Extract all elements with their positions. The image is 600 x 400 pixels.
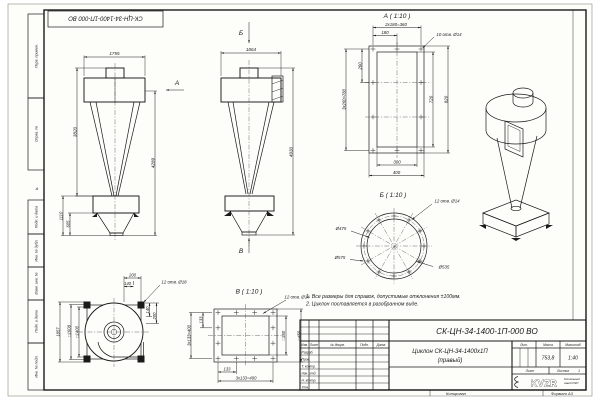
view-title: Б ( 1:10 ) (379, 192, 407, 199)
dim-label: Ø535 (438, 264, 450, 270)
dim-label: 300 (393, 159, 401, 165)
tb-sheets-label: Листов (556, 369, 570, 374)
tb-row-label: Т. контр. (301, 364, 316, 369)
dim-label: 180 (381, 30, 389, 35)
view-title: В ( 1:10 ) (235, 288, 263, 296)
dim-label: 820 (443, 95, 449, 104)
holes-callout: 12 отв. Ø18 (161, 279, 187, 285)
zone-marker: А (35, 186, 39, 191)
holes-callout: 12 отв. Ø14 (284, 294, 310, 300)
section-arrow-label: А (174, 80, 180, 87)
margin-field-label: Подп. и дата (34, 205, 39, 229)
note-line: 2. Циклон поставляется в разобранном виде. (306, 301, 419, 308)
margin-field-label: Справ. № (34, 125, 39, 143)
dim-label: 140 (124, 281, 131, 286)
dim-label: □350 (281, 330, 286, 341)
holes-callout: 12 отв. Ø14 (434, 198, 460, 204)
dim-label: 1857 (55, 327, 61, 337)
section-arrow-label: Б (238, 30, 244, 37)
dim-label: □450 (296, 330, 302, 341)
tb-mass-label: Масса (543, 343, 553, 347)
dim-label: 3x133=400 (235, 375, 257, 381)
tb-scale-value: 1:40 (568, 355, 578, 362)
tb-sheet-label: Лист (525, 369, 535, 374)
tb-mass-value: 753,8 (541, 355, 555, 362)
footer-copied: Копировал (446, 391, 466, 396)
tb-row-label: Утв. (301, 385, 309, 390)
logo-text: KVZR (530, 378, 558, 389)
tb-scale-label: Масштаб (565, 343, 581, 347)
margin-field-label: Подп. и дата (34, 310, 39, 333)
dim-label: 260 (357, 62, 363, 70)
dim-label: 720 (428, 95, 434, 104)
tb-col-header: Изм. (300, 343, 309, 347)
tb-row-label: Разраб. (301, 350, 314, 355)
dim-label: Ø475 (335, 226, 347, 231)
tb-doc-number: СК-ЦН-34-1400-1П-000 ВО (436, 327, 538, 336)
holes-callout: 10 отв. Ø14 (436, 31, 462, 37)
margin-field-label: Взам. инв. № (34, 272, 39, 295)
dim-label: 133 (198, 316, 204, 324)
tb-lit-label: Лит. (520, 343, 528, 347)
dim-label: Ø575 (334, 255, 346, 260)
view-title: А ( 1:10 ) (383, 13, 411, 20)
note-line: 1. Все размеры для справок, допустимые отклонения ±100мм. (306, 294, 461, 300)
dim-label: 200 (152, 312, 158, 320)
dim-label: 4289 (150, 157, 156, 169)
tb-col-header: Лист (309, 343, 319, 347)
margin-field-label: Инв. № подл. (34, 355, 39, 378)
tb-row-label: Пров. (301, 357, 311, 362)
dim-label: 133 (223, 366, 231, 372)
tb-col-header: Подп. (360, 343, 369, 347)
dim-label: 605 (65, 220, 71, 228)
dim-label: □1400 (74, 326, 80, 338)
tb-row-label: Нач. отд. (301, 371, 317, 376)
dim-label: 200 (129, 272, 136, 278)
tb-col-header: Дата (376, 343, 386, 347)
tb-sheets-value: 1 (578, 369, 580, 374)
margin-field-label: Перв. примен. (34, 44, 39, 68)
dim-label: 3820 (72, 126, 78, 138)
company-line2: завод РЭП (564, 381, 579, 385)
dim-label: 1755 (109, 51, 120, 57)
dim-label: 3x133=400 (186, 325, 192, 346)
section-arrow-label: В (238, 248, 244, 255)
dim-label: 2x180=360 (385, 22, 407, 27)
tb-name-line2: (правый) (437, 358, 463, 364)
stamp-doc-number: СК-ЦН-34-1400-1П-000 ВО (68, 14, 143, 21)
margin-field-label: Инв. № дубл. (34, 239, 39, 262)
tb-row-label: Н. контр. (301, 378, 317, 383)
dim-label: □1608 (66, 325, 72, 337)
company-line1: Котельный (564, 377, 580, 381)
dim-label: 3x260=780 (341, 89, 347, 110)
dim-label: 400 (392, 170, 401, 175)
dim-label: 1110 (58, 211, 64, 221)
dim-label: 140 (145, 306, 151, 314)
footer-format: Формат А3 (551, 391, 573, 396)
dim-label: 4930 (288, 146, 294, 158)
dim-label: 1864 (245, 47, 257, 53)
tb-name-line1: Циклон СК-ЦН-34-1400х1П (412, 349, 488, 355)
tb-col-header: № докум. (330, 343, 345, 347)
